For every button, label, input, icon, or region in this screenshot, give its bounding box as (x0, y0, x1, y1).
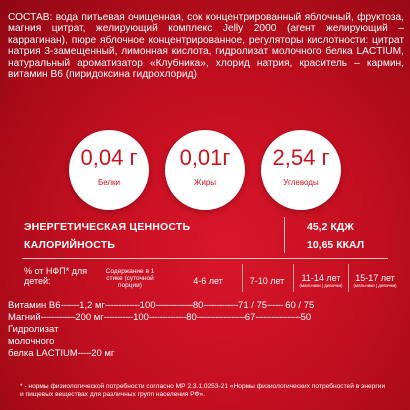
row-value-11-14: 71 / 75 (238, 300, 268, 311)
age-label-11-14: 11-14 лет (301, 273, 341, 283)
column-divider (242, 264, 243, 292)
energy-divider (284, 217, 285, 253)
row-value-11-14: 67 (244, 312, 256, 323)
column-divider (348, 264, 349, 292)
table-row-lactium-line2: молочного (8, 336, 55, 347)
row-value-4-6: 100 (133, 312, 149, 323)
row-name: белка LACTIUM (8, 348, 78, 359)
table-row-magnesium: Магний-------------200 мг-----------100--------------80------------------67-----------------50 (8, 312, 312, 323)
row-value-7-10: 80 (192, 300, 204, 311)
portion-header: Содержание в 1 стике (суточной порции) (105, 268, 155, 289)
table-row-vitamin-b6: Витамин В6-------1,2 мг-------------100--------------80-------------71 / 75------ 60 / 75 (8, 300, 315, 311)
fat-value: 0,01г (179, 145, 231, 170)
row-value-7-10: 80 (186, 312, 197, 323)
row-value-4-6: 100 (139, 300, 156, 311)
row-amount: 20 мг (91, 348, 115, 359)
table-row-lactium-line1: Гидролизат (8, 324, 59, 335)
table-header (0, 264, 410, 296)
energy-value: 45,2 КДЖ (307, 221, 354, 233)
energy-label: ЭНЕРГЕТИЧЕСКАЯ ЦЕННОСТЬ (24, 221, 191, 233)
row-amount: 200 мг (75, 312, 104, 323)
fat-circle (165, 130, 245, 210)
age-sub-11-14: (мальчики | девочки) (299, 283, 343, 288)
row-amount: 1,2 мг (79, 300, 106, 311)
table-row-lactium: белка LACTIUM-----20 мг (8, 348, 115, 359)
protein-label: Белки (97, 178, 121, 187)
row-value-15-17: 60 / 75 (285, 300, 315, 311)
calorie-value: 10,65 ККАЛ (307, 239, 365, 251)
fat-label: Жиры (193, 178, 217, 187)
row-value-15-17: 50 (300, 312, 312, 323)
protein-circle (69, 130, 149, 210)
energy-block (24, 219, 404, 259)
row-name: Витамин В6 (8, 300, 61, 311)
column-divider (293, 264, 294, 292)
row-name: Магний (8, 312, 41, 323)
age-header-7-10: 7-10 лет (249, 276, 285, 286)
carbs-value: 2,54 г (272, 145, 330, 170)
age-sub-15-17: (мальчики | девочки) (353, 283, 397, 288)
calorie-label: КАЛОРИЙНОСТЬ (24, 239, 116, 251)
footnote: * - нормы физиологической потребности согласно МР 2.3.1.0253-21 «Нормы физиологических потребностей в энергии и пищевых веществах для различных групп населения РФ». (20, 383, 386, 398)
carbs-label: Углеводы (283, 178, 319, 187)
composition-text: СОСТАВ: вода питьевая очищенная, сок концентрированный яблочный, фруктоза, магния цитрат, желирующий комплекс Jelly 2000 (агент желирующий – каррагинан), пюре яблочное концентрированное, регуляторы кислотности: цитрат натрия 3-замещенный, лимонная кислота, гидролизат молочного белка LACTIUM, натуральный ароматизатор «Клубника», хлорид натрия, краситель – кармин, витамин В6 (пиридоксина гидрохлорид) (8, 12, 404, 81)
protein-value: 0,04 г (80, 145, 138, 170)
carbs-circle (261, 130, 341, 210)
age-header-11-14 (297, 273, 345, 288)
section-divider (22, 258, 388, 259)
age-header-15-17 (351, 273, 399, 288)
age-header-4-6: 4-6 лет (193, 276, 223, 286)
age-label-15-17: 15-17 лет (355, 273, 395, 283)
table-header-label: % от НФП* для детей: (24, 266, 88, 286)
nutrient-circles (0, 130, 410, 210)
